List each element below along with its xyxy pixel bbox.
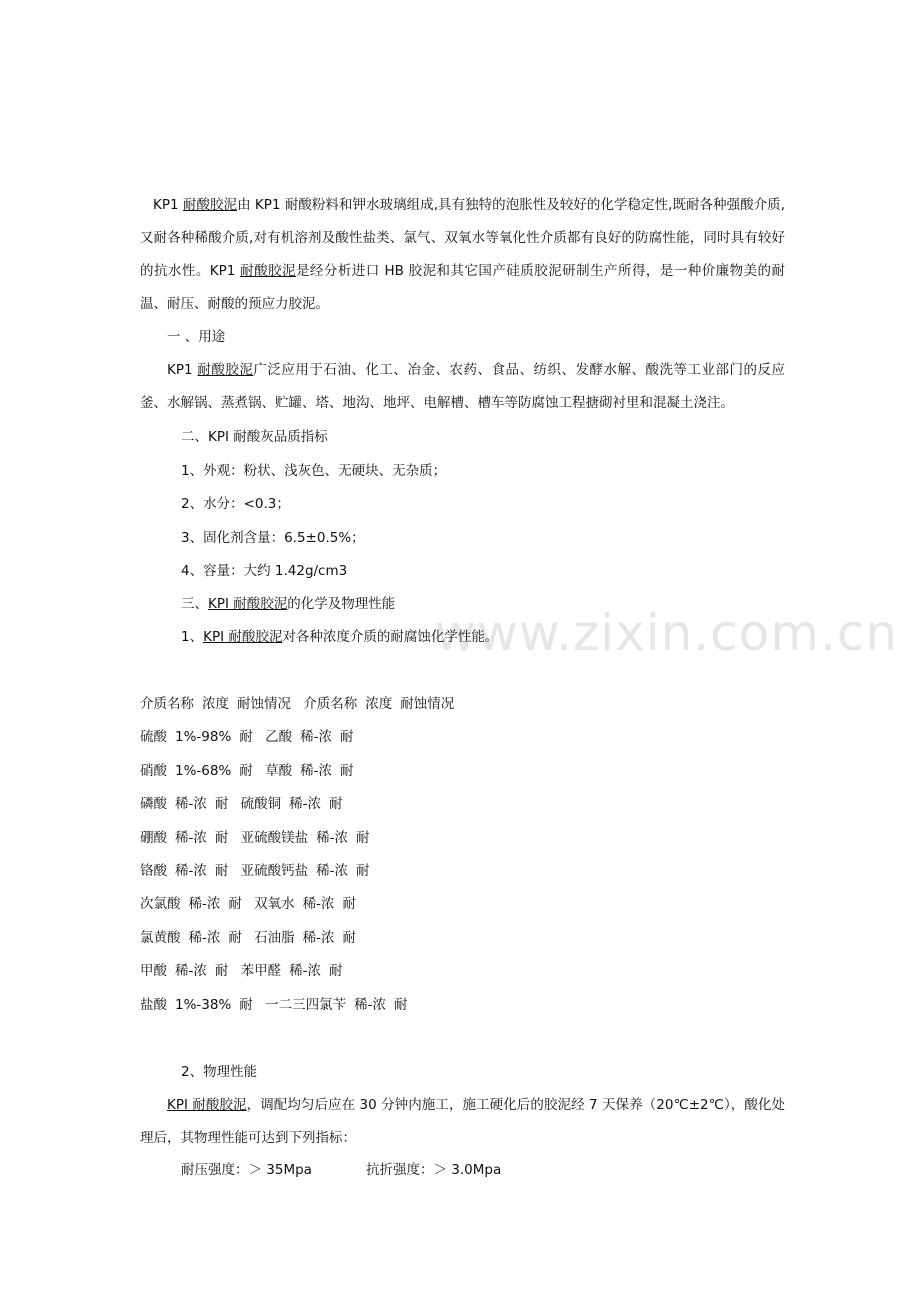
spec-compressive-strength: 耐压强度：＞ 35Mpa xyxy=(181,1162,312,1178)
section3-sub1-suffix: 对各种浓度介质的耐腐蚀化学性能。 xyxy=(282,629,499,645)
intro-text-b: 由 KP1 耐酸粉料和钾水玻璃组成,具有独特的泡胀性及较好的化学稳定性,既耐各种强酸介质,又耐各种稀酸介质,对有机溶剂及酸性盐类、氯气、双氧水等氧化性介质都有良好的防腐性能，同时具有较好的抗水性。KP1 xyxy=(140,197,786,279)
table-row xyxy=(140,828,370,848)
section1-heading: 一 、用途 xyxy=(167,329,226,345)
section1-paragraph xyxy=(140,354,785,420)
table-header-cell: 介质名称 xyxy=(303,696,358,712)
table-cell: 耐 xyxy=(393,997,408,1013)
table-header-cell: 耐蚀情况 xyxy=(237,696,291,712)
table-cell: 硫酸 xyxy=(140,729,167,745)
table-cell: 耐 xyxy=(329,796,343,812)
intro-link-2[interactable]: 耐酸胶泥 xyxy=(240,263,296,279)
table-cell: 耐 xyxy=(356,863,370,879)
table-cell: 硫酸铜 xyxy=(240,796,282,812)
table-cell: 耐 xyxy=(214,830,229,846)
physical-paragraph xyxy=(140,1089,785,1155)
watermark: www.zixin.com.cn xyxy=(435,604,899,662)
table-cell: 耐 xyxy=(329,963,343,979)
table-row xyxy=(140,995,407,1015)
table-cell: 乙酸 xyxy=(265,729,293,745)
intro-text-a: KP1 xyxy=(153,197,183,213)
table-header-cell: 浓度 xyxy=(365,696,393,712)
table-cell: 稀-浓 xyxy=(300,763,332,779)
table-cell: 磷酸 xyxy=(140,796,167,812)
table-cell: 稀-浓 xyxy=(175,796,207,812)
table-cell: 稀-浓 xyxy=(316,863,349,879)
table-cell: 稀-浓 xyxy=(289,796,322,812)
section3-sub1 xyxy=(181,627,498,647)
table-cell: 耐 xyxy=(339,729,354,745)
section3-sub1-prefix: 1、 xyxy=(181,629,204,645)
table-cell: 耐 xyxy=(214,963,229,979)
physical-text: ，调配均匀后应在 30 分钟内施工，施工硬化后的胶泥经 7 天保养（20℃±2℃），酸化处理后，其物理性能可达到下列指标： xyxy=(140,1097,785,1146)
table-cell: 铬酸 xyxy=(140,863,167,879)
table-header-cell: 耐蚀情况 xyxy=(400,696,455,712)
table-cell: 耐 xyxy=(228,896,242,912)
table-cell: 双氧水 xyxy=(254,896,295,912)
intro-paragraph xyxy=(140,189,785,321)
table-cell: 稀-浓 xyxy=(188,930,221,946)
intro-link-1[interactable]: 耐酸胶泥 xyxy=(182,197,238,213)
table-cell: 稀-浓 xyxy=(175,963,207,979)
table-cell: 盐酸 xyxy=(140,997,167,1013)
table-cell: 耐 xyxy=(339,763,354,779)
table-cell: 稀-浓 xyxy=(175,830,207,846)
section2-item-1: 1、外观：粉状、浅灰色、无硬块、无杂质； xyxy=(181,463,447,479)
table-cell: 稀-浓 xyxy=(302,896,335,912)
table-cell: 次氯酸 xyxy=(140,896,181,912)
table-cell: 苯甲醛 xyxy=(240,963,282,979)
table-cell: 耐 xyxy=(239,763,253,779)
section1-text-a: KP1 xyxy=(167,362,198,378)
section2-heading: 二、KPI 耐酸灰品质指标 xyxy=(181,429,328,445)
section2-item-2: 2、水分：<0.3； xyxy=(181,496,290,512)
table-cell: 草酸 xyxy=(265,763,293,779)
section1-text-b: 广泛应用于石油、化工、冶金、农药、食品、纺织、发酵水解、酸洗等工业部门的反应釜、水解锅、蒸煮锅、贮罐、塔、地沟、地坪、电解槽、槽车等防腐蚀工程搪砌衬里和混凝土浇注。 xyxy=(140,362,786,411)
section3-sub1-link[interactable]: KPI 耐酸胶泥 xyxy=(203,629,283,645)
table-row xyxy=(140,928,356,948)
intro-text-c: 是经分析进口 HB 胶泥和其它国产硅质胶泥研制生产所得，是一种价廉物美的耐温、耐压、耐酸的预应力胶泥。 xyxy=(140,263,786,312)
table-cell: 硝酸 xyxy=(140,763,167,779)
table-cell: 耐 xyxy=(228,930,242,946)
table-cell: 1%-38% xyxy=(175,997,232,1013)
table-row xyxy=(140,761,353,781)
table-cell: 稀-浓 xyxy=(354,997,386,1013)
table-cell: 1%-68% xyxy=(175,763,232,779)
table-cell: 稀-浓 xyxy=(188,896,221,912)
table-cell: 氯黄酸 xyxy=(140,930,181,946)
table-cell: 甲酸 xyxy=(140,963,167,979)
table-cell: 1%-98% xyxy=(175,729,232,745)
physical-heading: 2、物理性能 xyxy=(181,1064,258,1080)
table-cell: 稀-浓 xyxy=(175,863,207,879)
table-cell: 耐 xyxy=(239,729,253,745)
table-row xyxy=(140,861,370,881)
table-cell: 亚硫酸镁盐 xyxy=(240,830,309,846)
table-cell: 耐 xyxy=(356,830,370,846)
table-cell: 耐 xyxy=(214,863,229,879)
section2-item-3: 3、固化剂含量：6.5±0.5%； xyxy=(181,530,365,546)
table-cell: 稀-浓 xyxy=(302,930,335,946)
table-header-cell: 介质名称 xyxy=(140,696,194,712)
table-row xyxy=(140,961,343,981)
section3-heading xyxy=(181,594,395,614)
table-cell: 耐 xyxy=(214,796,229,812)
section1-link[interactable]: 耐酸胶泥 xyxy=(197,362,254,378)
table-cell: 一二三四氯苄 xyxy=(265,997,347,1013)
table-cell: 稀-浓 xyxy=(316,830,349,846)
table-cell: 亚硫酸钙盐 xyxy=(240,863,309,879)
section3-heading-link[interactable]: KPI 耐酸胶泥 xyxy=(208,596,288,612)
section2-item-4: 4、容量：大约 1.42g/cm3 xyxy=(181,563,348,579)
table-row xyxy=(140,894,356,914)
table-cell: 稀-浓 xyxy=(289,963,322,979)
table-header-cell: 浓度 xyxy=(202,696,229,712)
section3-heading-suffix: 的化学及物理性能 xyxy=(287,596,396,612)
table-cell: 耐 xyxy=(342,930,357,946)
table-row xyxy=(140,727,353,747)
table-cell: 耐 xyxy=(342,896,357,912)
table-cell: 稀-浓 xyxy=(300,729,332,745)
table-header xyxy=(140,694,454,714)
spec-flexural-strength: 抗折强度：＞ 3.0Mpa xyxy=(366,1162,502,1178)
table-cell: 耐 xyxy=(239,997,253,1013)
physical-link[interactable]: KPI 耐酸胶泥 xyxy=(167,1097,247,1113)
table-cell: 石油脂 xyxy=(254,930,295,946)
section3-heading-prefix: 三、 xyxy=(181,596,208,612)
table-row xyxy=(140,794,343,814)
table-cell: 硼酸 xyxy=(140,830,167,846)
